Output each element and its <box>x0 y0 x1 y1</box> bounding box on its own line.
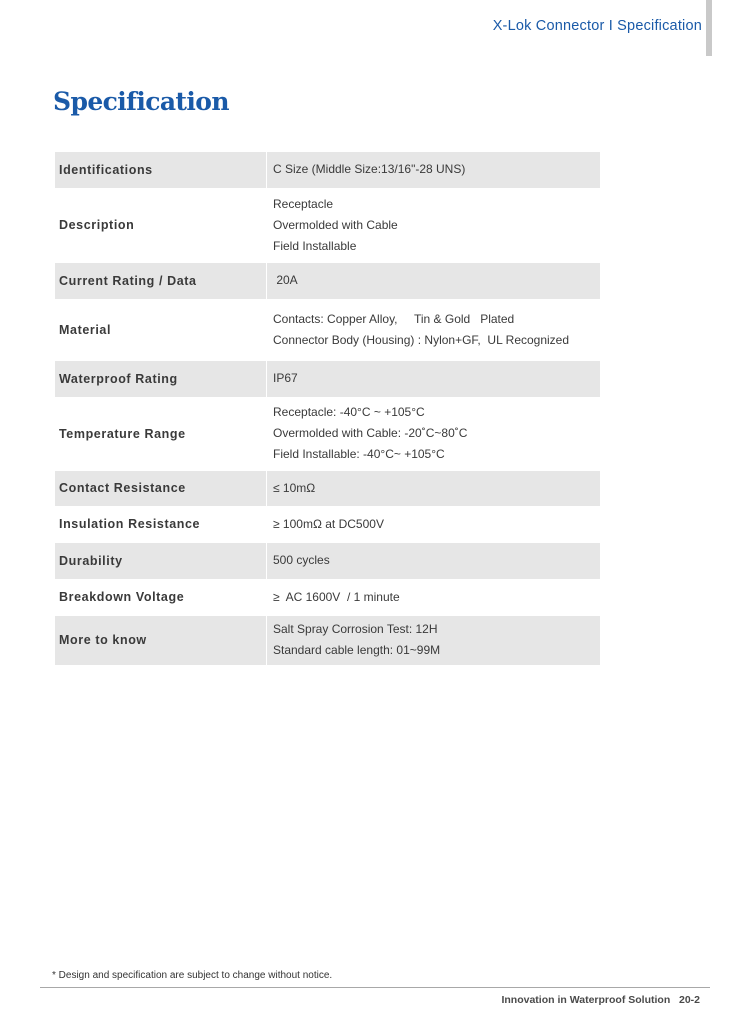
spec-row-temperature-range <box>55 397 600 470</box>
spec-value <box>267 262 601 299</box>
spec-value-line: Overmolded with Cable <box>273 217 398 232</box>
spec-row-identifications <box>55 152 600 188</box>
spec-value-line: Field Installable <box>273 238 357 253</box>
spec-label: Breakdown Voltage <box>55 579 267 615</box>
spec-row-current-rating <box>55 262 600 299</box>
spec-label: Temperature Range <box>55 397 267 470</box>
spec-value <box>267 542 601 579</box>
spec-value-line: Receptacle <box>273 196 334 211</box>
footnote: * Design and specification are subject to change without notice. <box>52 970 333 981</box>
spec-label: Waterproof Rating <box>55 360 267 397</box>
spec-row-durability <box>55 542 600 579</box>
spec-value-line: ≥ AC 1600V / 1 minute <box>273 589 400 604</box>
spec-value <box>267 299 601 360</box>
spec-value <box>267 506 601 542</box>
spec-value <box>267 152 601 188</box>
spec-label: Durability <box>55 542 267 579</box>
spec-value-line: Salt Spray Corrosion Test: 12H <box>273 622 438 636</box>
spec-label: Contact Resistance <box>55 470 267 506</box>
spec-value <box>267 360 601 397</box>
page-title: Specification <box>53 87 229 116</box>
spec-row-insulation-resistance <box>55 506 600 542</box>
spec-row-breakdown-voltage <box>55 579 600 615</box>
spec-label: Insulation Resistance <box>55 506 267 542</box>
footer-text: Innovation in Waterproof Solution 20-2 <box>501 994 700 1006</box>
spec-value <box>267 579 601 615</box>
footer-divider <box>40 987 710 988</box>
spec-row-contact-resistance <box>55 470 600 506</box>
spec-label: Current Rating / Data <box>55 262 267 299</box>
spec-value-line: IP67 <box>273 371 298 385</box>
spec-value-line: Overmolded with Cable: -20˚C~80˚C <box>273 426 468 440</box>
spec-label: Material <box>55 299 267 360</box>
spec-label: Identifications <box>55 152 267 188</box>
spec-table <box>55 152 600 666</box>
spec-row-waterproof-rating <box>55 360 600 397</box>
spec-value-line: 500 cycles <box>273 553 330 567</box>
spec-value-line: Receptacle: -40°C ~ +105°C <box>273 405 425 419</box>
spec-row-material <box>55 299 600 360</box>
spec-value-line: ≥ 100mΩ at DC500V <box>273 516 384 531</box>
spec-label: More to know <box>55 615 267 665</box>
spec-label: Description <box>55 188 267 262</box>
spec-value <box>267 615 601 665</box>
spec-value-line: Standard cable length: 01~99M <box>273 643 441 657</box>
spec-value-line: 20A <box>273 273 298 287</box>
spec-value <box>267 397 601 470</box>
spec-value-line: Contacts: Copper Alloy, Tin & Gold Plated <box>273 311 515 326</box>
header-accent-bar <box>706 0 712 56</box>
spec-value-line: ≤ 10mΩ <box>273 480 316 495</box>
spec-row-more-to-know <box>55 615 600 665</box>
spec-value <box>267 188 601 262</box>
spec-value <box>267 470 601 506</box>
spec-row-description <box>55 188 600 262</box>
header-title: X-Lok Connector I Specification <box>492 18 702 34</box>
spec-value-line: Field Installable: -40°C~ +105°C <box>273 447 445 461</box>
spec-value-line: C Size (Middle Size:13/16"-28 UNS) <box>273 162 466 177</box>
spec-value-line: Connector Body (Housing) : Nylon+GF, UL Recognized <box>273 332 570 347</box>
